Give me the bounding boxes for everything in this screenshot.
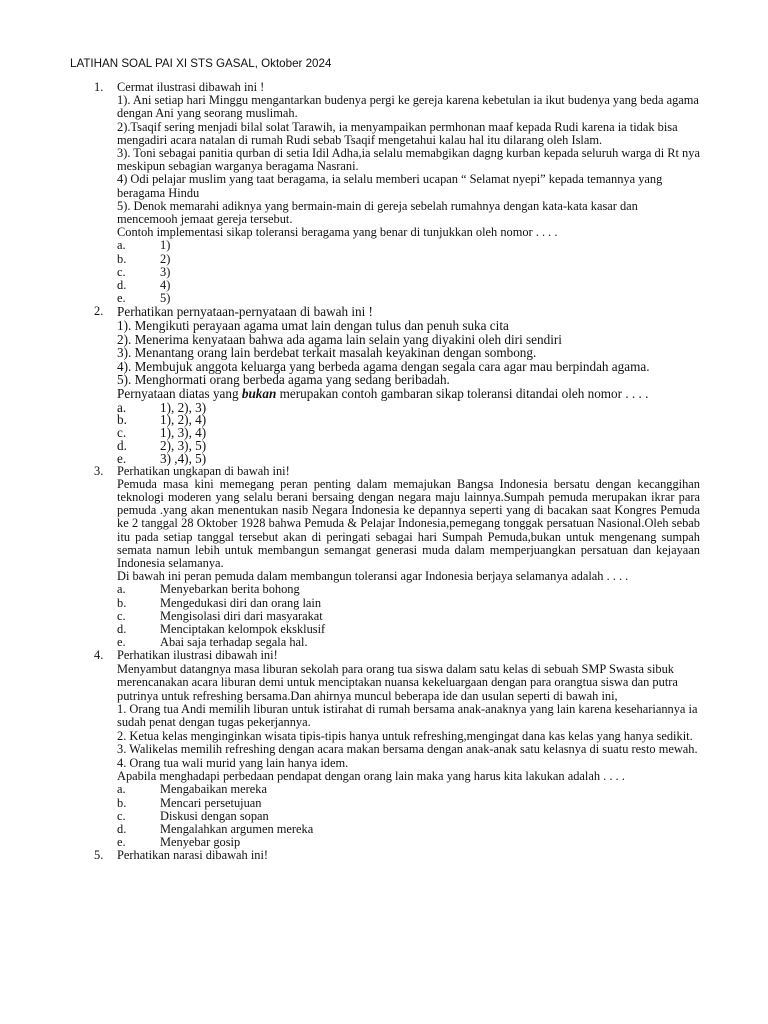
option-letter: b. xyxy=(117,795,127,810)
option-letter: c. xyxy=(117,264,126,279)
option-text: Mencari persetujuan xyxy=(160,795,262,810)
question-4 xyxy=(94,649,700,849)
option-text: Menyebar gosip xyxy=(160,835,241,850)
option-letter: b. xyxy=(117,412,127,428)
passage-text: Pemuda masa kini memegang peran penting dalam memajukan Bangsa Indonesia bersatu dengan kecanggihan teknologi moderen yang selalu berani bersaing dengan negara maju lainnya.Sumpah pemuda merupakan ikrar para pemuda .yang akan menentukan nasib Negara Indonesia ke depannya seperti yang di bacakan saat Kongres Pemuda ke 2 tanggal 28 Oktober 1928 bahwa Pemuda & Pelajar Indonesia,pemegang tonggak persatuan Nasional.Oleh sebab itu pada setiap tanggal tersebut akan di peringati sebagai hari Sumpah Pemuda,bukan untuk mengenang sumpah semata namun lebih untuk membangun semangat generasi muda dalam memperjuangkan persatuan dan kejayaan Indonesia selamanya. xyxy=(117,476,700,570)
option-text: Mengalahkan argumen mereka xyxy=(160,821,314,836)
option-text: 2) xyxy=(160,251,171,266)
option-text: 1), 2), 4) xyxy=(160,412,207,428)
idea-1: 1. Orang tua Andi memilih liburan untuk istirahat di rumah bersama anak-anaknya yang lain karena kesehariannya ia sudah penat dengan tugas pekerjannya. xyxy=(117,701,698,730)
option-text: Mengedukasi diri dan orang lain xyxy=(160,595,322,610)
passage-text: Menyambut datangnya masa liburan sekolah para orang tua siswa dalam satu kelas di sebuah SMP Swasta sibuk merencanakan acara liburan demi untuk menciptakan nuansa kekeluargaan dengan para orangtua siswa dan putra putrinya untuk refreshing bersama.Dan ahirnya muncul beberapa ide dan usulan seperti di bawah ini, xyxy=(117,661,678,703)
option-text: 1), 3), 4) xyxy=(160,425,207,441)
option-letter: a. xyxy=(117,582,126,597)
option-letter: d. xyxy=(117,278,127,292)
idea-3: 3. Walikelas memilih refreshing dengan acara makan bersama dengan anak-anak satu kelasnya di suatu resto mewah. xyxy=(117,742,698,757)
option-letter: d. xyxy=(117,621,127,636)
option-text: 3) xyxy=(160,264,171,279)
option-letter: d. xyxy=(117,437,127,453)
option-e[interactable] xyxy=(117,452,700,465)
option-text: 1) xyxy=(160,238,171,253)
option-letter: e. xyxy=(117,835,126,850)
option-c[interactable] xyxy=(117,266,700,279)
option-letter: e. xyxy=(117,291,126,306)
question-2 xyxy=(94,305,700,464)
option-text: 1), 2), 3) xyxy=(160,399,207,415)
option-b[interactable] xyxy=(117,253,700,266)
document-title: LATIHAN SOAL PAI XI STS GASAL, Oktober 2024 xyxy=(70,57,332,70)
option-text: 5) xyxy=(160,291,171,306)
statement-3: 3). Menantang orang lain berdebat terkait masalah keyakinan dengan sombong. xyxy=(117,345,537,361)
question-instruction: Perhatikan pernyataan-pernyataan di bawah ini ! xyxy=(117,304,373,320)
idea-2: 2. Ketua kelas menginginkan wisata tipis-tipis hanya untuk refreshing,mengingat dana kas kelas yang hanya sedikit. xyxy=(117,728,693,743)
option-letter: e. xyxy=(117,635,126,650)
option-letter: c. xyxy=(117,608,126,623)
option-letter: d. xyxy=(117,821,127,836)
option-text: Mengabaikan mereka xyxy=(160,782,267,797)
option-letter: c. xyxy=(117,425,127,441)
option-text: 2), 3), 5) xyxy=(160,437,207,453)
question-instruction: Cermat ilustrasi dibawah ini ! xyxy=(117,80,265,94)
question-list xyxy=(94,81,700,862)
idea-4: 4. Orang tua wali murid yang lain hanya idem. xyxy=(117,755,349,770)
option-letter: e. xyxy=(117,450,127,466)
option-text: Diskusi dengan sopan xyxy=(160,808,269,823)
option-d[interactable] xyxy=(117,279,700,292)
question-prompt: Di bawah ini peran pemuda dalam membangun toleransi agar Indonesia berjaya selamanya adalah . . . . xyxy=(117,569,629,584)
question-3 xyxy=(94,465,700,650)
question-prompt: Contoh implementasi sikap toleransi beragama yang benar di tunjukkan oleh nomor . . . . xyxy=(117,225,558,240)
statement-2: 2). Menerima kenyataan bahwa ada agama lain selain yang diyakini oleh diri sendiri xyxy=(117,331,562,347)
question-number: 5. xyxy=(94,848,104,863)
option-letter: a. xyxy=(117,399,127,415)
option-letter: a. xyxy=(117,782,126,797)
option-text: Menyebarkan berita bohong xyxy=(160,582,300,597)
option-a[interactable] xyxy=(117,239,700,252)
question-number: 1. xyxy=(94,80,104,94)
statement-4: 4) Odi pelajar muslim yang taat beragama, ia selalu memberi ucapan “ Selamat nyepi” kepada temannya yang beragama Hindu xyxy=(117,172,663,200)
question-instruction: Perhatikan narasi dibawah ini! xyxy=(117,848,269,863)
option-text: Mengisolasi diri dari masyarakat xyxy=(160,608,323,623)
option-letter: b. xyxy=(117,251,127,266)
prompt-text-after: merupakan contoh gambaran sikap toleransi ditandai oleh nomor . . . . xyxy=(276,385,649,401)
option-letter: c. xyxy=(117,808,126,823)
statement-3: 3). Toni sebagai panitia qurban di setia Idil Adha,ia selalu memabgikan dagng kurban kepada seluruh warga di Rt nya meskipun sebagian warganya beragama Nasrani. xyxy=(117,146,700,174)
question-prompt xyxy=(117,387,700,401)
statement-2: 2).Tsaqif sering menjadi bilal solat Tarawih, ia menyampaikan permhonan maaf kepada Rudi karena ia tidak bisa mengadiri acara natalan di rumah Rudi sebab Tsaqif mengetahui kalau hal itu dilarang oleh Islam. xyxy=(117,119,678,147)
question-number: 4. xyxy=(94,648,104,663)
option-text: 4) xyxy=(160,278,171,292)
statement-5: 5). Menghormati orang berbeda agama yang sedang beribadah. xyxy=(117,372,450,388)
question-instruction: Perhatikan ilustrasi dibawah ini! xyxy=(117,648,278,663)
option-letter: b. xyxy=(117,595,127,610)
question-number: 3. xyxy=(94,463,104,478)
question-instruction: Perhatikan ungkapan di bawah ini! xyxy=(117,463,290,478)
question-prompt: Apabila menghadapi perbedaan pendapat dengan orang lain maka yang harus kita lakukan adalah . . . . xyxy=(117,768,625,783)
option-text: 3) ,4), 5) xyxy=(160,450,207,466)
statement-4: 4). Membujuk anggota keluarga yang berbeda agama dengan segala cara agar mau berpindah agama. xyxy=(117,358,650,374)
option-text: Abai saja terhadap segala hal. xyxy=(160,635,308,650)
question-1 xyxy=(94,81,700,305)
statement-1: 1). Ani setiap hari Minggu mengantarkan budenya pergi ke gereja karena kebetulan ia ikut budenya yang beda agama dengan Ani yang seorang muslimah. xyxy=(117,93,699,121)
option-text: Menciptakan kelompok eksklusif xyxy=(160,621,326,636)
question-number: 2. xyxy=(94,304,104,319)
statement-5: 5). Denok memarahi adiknya yang bermain-main di gereja sebelah rumahnya dengan kata-kata kasar dan mencemooh jemaat gereja tersebut. xyxy=(117,198,638,227)
statement-1: 1). Mengikuti perayaan agama umat lain dengan tulus dan penuh suka cita xyxy=(117,317,509,333)
prompt-emphasis: bukan xyxy=(241,385,277,401)
prompt-text-before: Pernyataan diatas yang xyxy=(117,385,242,401)
option-letter: a. xyxy=(117,238,126,253)
question-5 xyxy=(94,849,700,862)
